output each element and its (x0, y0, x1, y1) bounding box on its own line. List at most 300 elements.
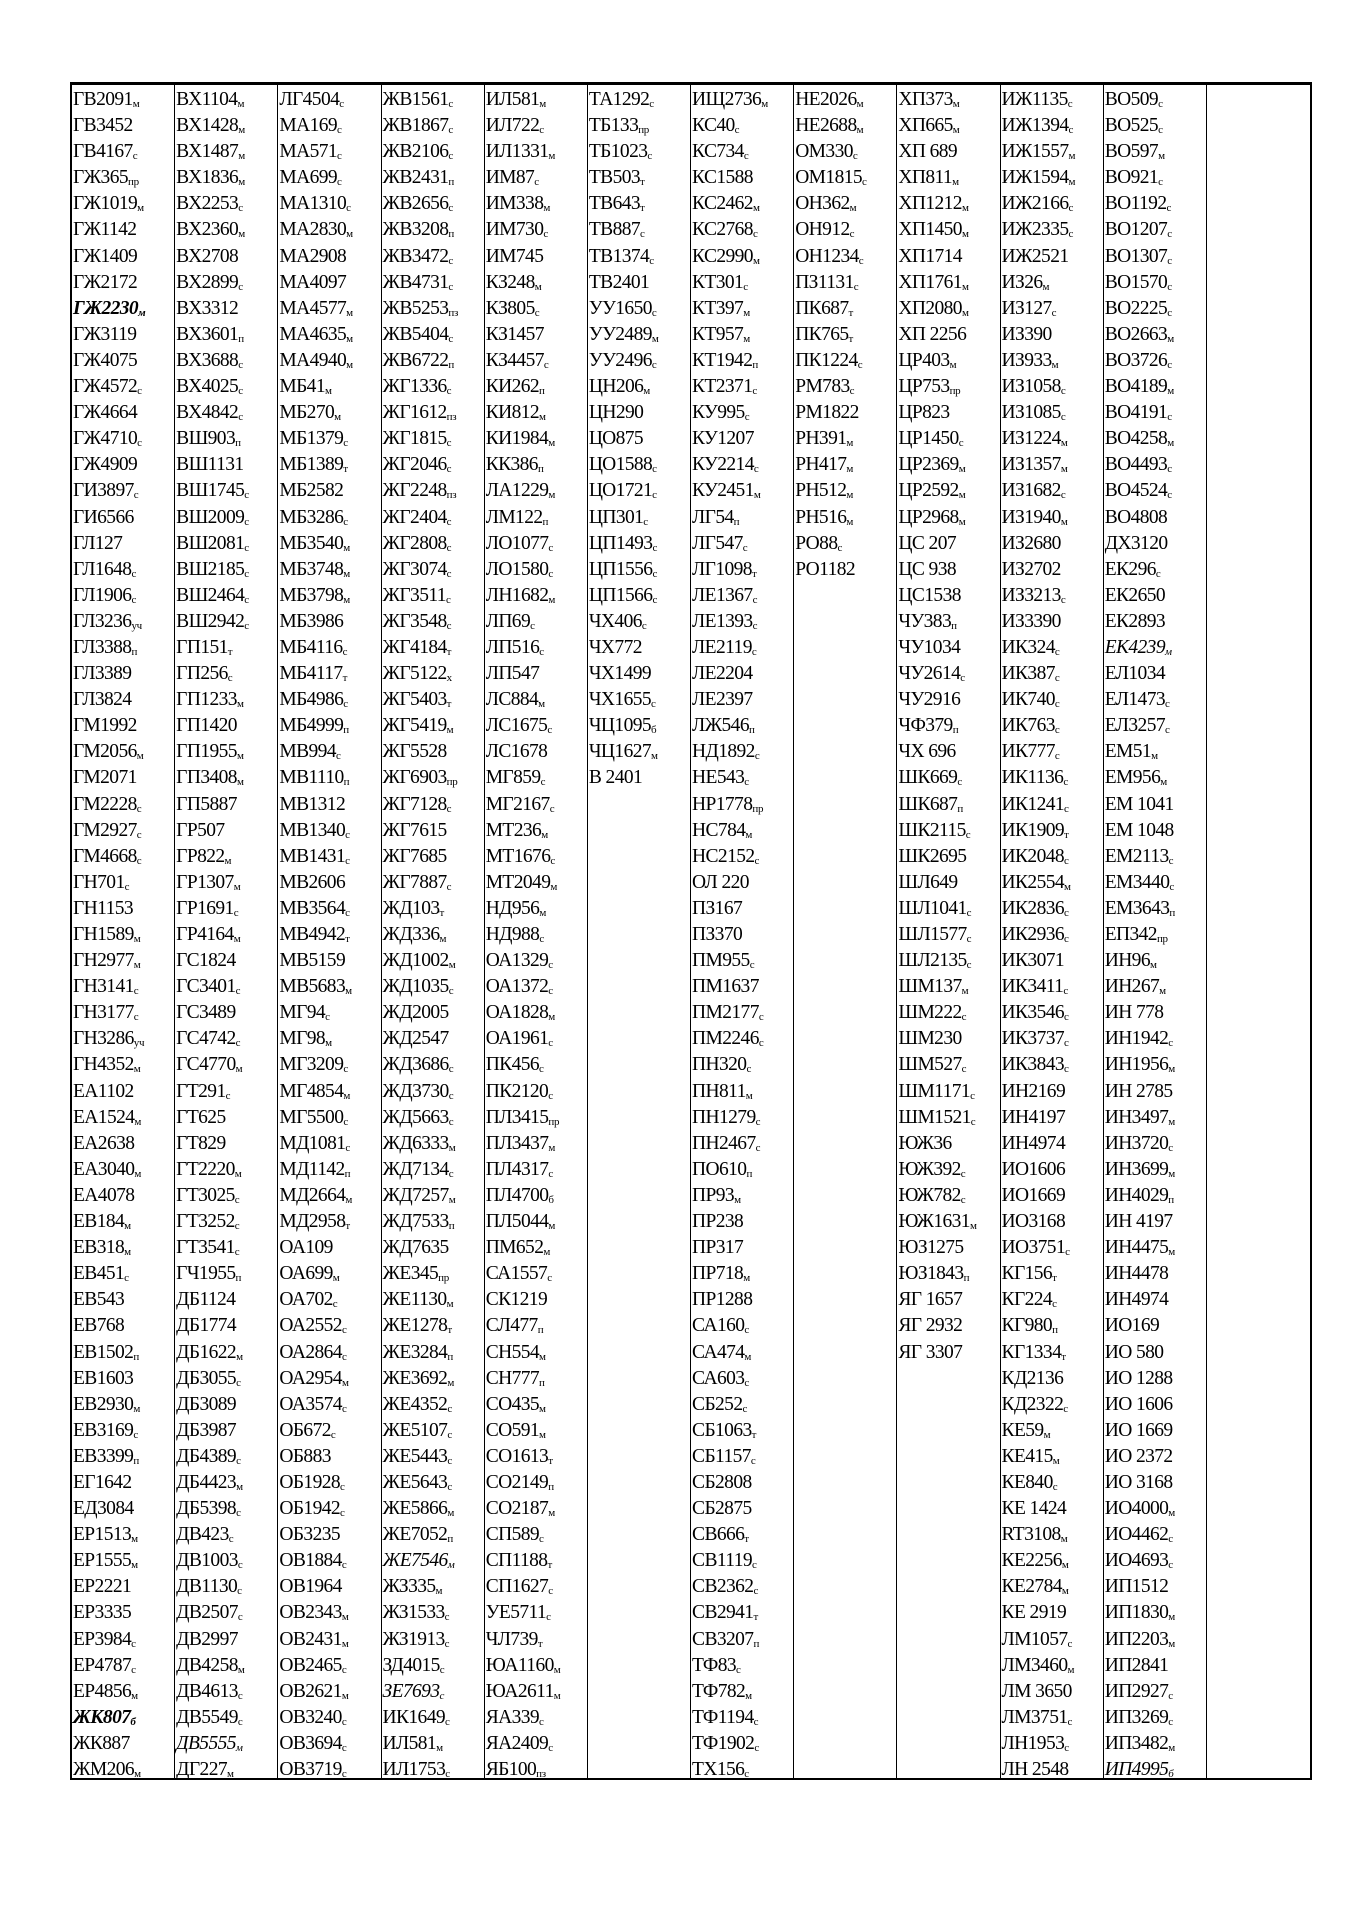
cell-code: ГЖ365 (73, 167, 128, 189)
table-cell (278, 270, 380, 296)
table-cell (485, 374, 587, 400)
cell-suffix: с (133, 489, 139, 502)
table-cell (691, 348, 793, 374)
cell-suffix: б (548, 1193, 554, 1206)
cell-code: ЯГ 3307 (898, 1341, 963, 1363)
table-cell (485, 1209, 587, 1235)
cell-code: ГН701 (73, 871, 125, 893)
cell-code: КЕ2256 (1001, 1550, 1062, 1572)
table-cell (72, 922, 174, 948)
cell-suffix: с (753, 1715, 759, 1728)
table-cell (72, 1627, 174, 1653)
table-cell (1104, 1287, 1206, 1313)
cell-code: ЕВ2930 (73, 1393, 134, 1415)
cell-suffix: п (448, 1220, 455, 1233)
cell-suffix: с (758, 1011, 764, 1024)
table-cell (1104, 217, 1206, 243)
table-cell (691, 818, 793, 844)
table-cell (382, 452, 484, 478)
table-cell (897, 1287, 999, 1313)
cell-code: ВО3726 (1104, 349, 1168, 371)
table-cell (175, 1679, 277, 1705)
cell-code: ПК687 (795, 297, 849, 319)
cell-suffix: с (758, 1037, 764, 1050)
cell-suffix: с (853, 280, 859, 293)
cell-code: МГ98 (279, 1028, 326, 1050)
cell-suffix: м (435, 1585, 443, 1598)
table-cell (382, 635, 484, 661)
table-cell (175, 270, 277, 296)
table-cell (1001, 1366, 1103, 1392)
table-cell (175, 661, 277, 687)
cell-code: ТФ1194 (692, 1706, 754, 1728)
cell-code: ЖЕ3692 (382, 1367, 448, 1389)
cell-code: ГП256 (176, 663, 228, 685)
cell-code: МВ1431 (279, 845, 346, 867)
cell-suffix: с (448, 1115, 454, 1128)
cell-code: ИЗ127 (1001, 297, 1052, 319)
table-cell (175, 191, 277, 217)
table-cell (1001, 87, 1103, 113)
cell-code: ВХ3312 (176, 297, 239, 319)
table-cell (1104, 139, 1206, 165)
cell-code: ЖД2547 (382, 1028, 449, 1050)
cell-suffix: с (131, 567, 137, 580)
cell-suffix: с (970, 1115, 976, 1128)
cell-suffix: с (752, 228, 758, 241)
cell-suffix: м (1061, 1585, 1069, 1598)
table-cell (72, 713, 174, 739)
cell-suffix: м (345, 985, 352, 998)
cell-code: ПН1279 (692, 1106, 756, 1128)
table-cell (1104, 1731, 1206, 1757)
cell-suffix: с (238, 358, 243, 371)
table-cell (382, 557, 484, 583)
table-cell (72, 139, 174, 165)
cell-suffix: м (134, 1768, 141, 1780)
table-cell (485, 1600, 587, 1626)
table-cell (794, 505, 896, 531)
table-cell (278, 87, 380, 113)
table-cell (72, 1653, 174, 1679)
table-cell (382, 1679, 484, 1705)
cell-code: МА4635 (279, 323, 347, 345)
cell-code: ЯА2409 (485, 1732, 549, 1754)
cell-code: ОА702 (279, 1289, 333, 1311)
table-cell (278, 1705, 380, 1731)
cell-suffix: с (1167, 358, 1172, 371)
table-cell (897, 661, 999, 687)
table-cell (382, 844, 484, 870)
table-cell (278, 1444, 380, 1470)
cell-code: ЕК4239 (1104, 636, 1165, 658)
cell-code: МБ1389 (279, 454, 344, 476)
cell-suffix: с (852, 150, 858, 163)
cell-code: ДВ4613 (176, 1680, 238, 1702)
table-cell (588, 426, 690, 452)
cell-suffix: с (1054, 698, 1060, 711)
table-cell (691, 1627, 793, 1653)
table-cell (1104, 270, 1206, 296)
table-cell (1001, 1261, 1103, 1287)
cell-suffix: с (225, 1089, 231, 1102)
cell-suffix: м (439, 933, 447, 945)
cell-suffix: с (342, 645, 348, 658)
table-cell (1104, 244, 1206, 270)
table-cell (1104, 1157, 1206, 1183)
cell-code: ИК2048 (1001, 845, 1065, 867)
cell-suffix: б (130, 1715, 136, 1728)
cell-suffix: м (227, 1768, 234, 1780)
cell-suffix: м (131, 1559, 138, 1572)
table-cell (897, 1340, 999, 1366)
cell-code: ИП2841 (1104, 1654, 1169, 1676)
cell-code: ЖЕ5866 (382, 1498, 448, 1520)
table-cell (1001, 1731, 1103, 1757)
cell-suffix: с (1052, 1298, 1057, 1311)
table-cell (382, 1079, 484, 1105)
table-cell (691, 191, 793, 217)
cell-suffix: с (548, 1037, 553, 1050)
cell-code: ПЗ1131 (795, 271, 854, 293)
cell-code: ВО1207 (1104, 219, 1168, 241)
cell-code: ОВ3240 (279, 1706, 342, 1728)
cell-code: ГВ4167 (73, 141, 133, 163)
cell-suffix: м (548, 437, 555, 450)
cell-code: ИК777 (1001, 741, 1055, 763)
table-cell (278, 844, 380, 870)
cell-code: ПР718 (692, 1263, 744, 1285)
table-cell (382, 1600, 484, 1626)
cell-suffix: м (134, 1115, 142, 1128)
table-cell (897, 713, 999, 739)
cell-code: ГЖ4075 (73, 349, 138, 371)
table-cell (1001, 661, 1103, 687)
cell-suffix: с (752, 1559, 757, 1572)
table-cell (1001, 1548, 1103, 1574)
cell-code: ПР93 (692, 1184, 735, 1206)
cell-code: ИН4475 (1104, 1237, 1169, 1259)
cell-code: ГР4164 (176, 924, 234, 945)
table-cell (72, 296, 174, 322)
cell-code: СВ666 (692, 1524, 745, 1546)
table-cell (1104, 896, 1206, 922)
cell-suffix: т (753, 1611, 758, 1624)
cell-code: МБ3540 (279, 532, 344, 554)
table-cell (485, 1392, 587, 1418)
cell-code: ГТ3252 (176, 1211, 235, 1233)
cell-code: ЖЗ335 (382, 1576, 436, 1598)
table-cell (897, 296, 999, 322)
table-cell (278, 661, 380, 687)
cell-code: ЯА339 (485, 1706, 540, 1728)
cell-suffix: с (448, 1063, 454, 1076)
table-cell (72, 1000, 174, 1026)
cell-suffix: м (133, 1402, 140, 1415)
table-cell (1001, 1052, 1103, 1078)
cell-suffix: с (136, 828, 142, 841)
table-cell (382, 870, 484, 896)
table-cell (1001, 1340, 1103, 1366)
cell-suffix: с (550, 854, 555, 867)
table-cell (72, 1157, 174, 1183)
table-cell (382, 1157, 484, 1183)
table-cell (691, 87, 793, 113)
table-cell (175, 1444, 277, 1470)
table-cell (1104, 792, 1206, 818)
cell-suffix: с (753, 463, 759, 476)
cell-code: НР1778 (692, 793, 753, 815)
table-cell (72, 948, 174, 974)
table-cell (1104, 1574, 1206, 1600)
table-cell (485, 1313, 587, 1339)
cell-code: ИЖ2521 (1001, 245, 1069, 267)
cell-code: ЕМ956 (1104, 767, 1161, 789)
cell-suffix: м (132, 98, 140, 110)
cell-suffix: с (548, 567, 553, 580)
table-cell (382, 713, 484, 739)
table-column (485, 85, 588, 1778)
cell-code: ЕВ451 (73, 1263, 125, 1285)
cell-code: ПМ2246 (692, 1028, 759, 1050)
cell-suffix: м (325, 1037, 332, 1050)
table-cell (588, 478, 690, 504)
table-cell (485, 348, 587, 374)
table-cell (382, 296, 484, 322)
cell-suffix: п (238, 332, 244, 345)
cell-code: ОМ1815 (795, 167, 863, 189)
cell-code: СО1613 (485, 1445, 549, 1467)
table-cell (897, 400, 999, 426)
cell-code: ЧЦ1095 (588, 715, 652, 737)
cell-code: ЖЗ1533 (382, 1602, 445, 1624)
cell-suffix: с (744, 411, 750, 424)
cell-suffix: м (1158, 150, 1165, 163)
cell-code: ИК3071 (1001, 950, 1065, 972)
table-cell (1104, 765, 1206, 791)
cell-code: ИН4974 (1104, 1289, 1169, 1311)
table-cell (485, 844, 587, 870)
cell-code: МВ1312 (279, 793, 346, 815)
table-cell (382, 400, 484, 426)
cell-code: ТВ643 (588, 193, 641, 215)
table-cell (1104, 374, 1206, 400)
table-cell (278, 1105, 380, 1131)
cell-code: МБ3986 (279, 610, 344, 632)
cell-code: ДБ4423 (176, 1471, 237, 1493)
cell-suffix: с (237, 1611, 243, 1624)
table-cell (485, 870, 587, 896)
cell-suffix: с (1167, 411, 1172, 424)
cell-code: МБ4999 (279, 715, 344, 737)
table-cell (691, 557, 793, 583)
cell-code: ГС4770 (176, 1054, 236, 1076)
cell-suffix: с (343, 698, 348, 711)
cell-suffix: с (1068, 228, 1074, 241)
cell-code: ЕА1524 (73, 1106, 135, 1128)
table-cell (485, 1079, 587, 1105)
cell-suffix: с (236, 1454, 241, 1467)
cell-code: ЦР2592 (898, 480, 959, 502)
table-cell (794, 478, 896, 504)
cell-code: ЖГ1336 (382, 376, 447, 398)
cell-suffix: м (539, 906, 546, 919)
cell-code: ЕВ768 (73, 1315, 125, 1337)
cell-suffix: м (952, 98, 960, 110)
table-cell (794, 400, 896, 426)
table-cell (897, 478, 999, 504)
table-cell (1001, 1574, 1103, 1600)
table-cell (382, 1000, 484, 1026)
cell-suffix: п (133, 1454, 139, 1467)
cell-suffix: м (1060, 515, 1068, 528)
cell-code: ЦП1556 (588, 558, 653, 580)
cell-code: КЗ248 (485, 271, 535, 293)
cell-suffix: с (1051, 306, 1057, 319)
table-cell (794, 217, 896, 243)
cell-code: ВХ2360 (176, 219, 239, 241)
table-cell (691, 1600, 793, 1626)
table-cell (897, 687, 999, 713)
cell-code: НД1892 (692, 741, 755, 763)
cell-code: ДХ3120 (1104, 532, 1168, 554)
cell-code: ЧЦ1627 (588, 741, 652, 763)
cell-suffix: с (957, 776, 962, 789)
cell-code: ЖГ1612 (382, 402, 447, 424)
cell-code: ЖД7257 (382, 1184, 449, 1206)
cell-code: КС2768 (692, 219, 753, 241)
cell-code: ИК1241 (1001, 793, 1065, 815)
cell-code: КУ2451 (692, 480, 754, 502)
cell-code: ВХ1104 (176, 89, 238, 110)
cell-code: ЖГ1815 (382, 428, 447, 450)
cell-code: ШЛ649 (898, 871, 958, 893)
cell-code: ЧУ2916 (898, 689, 961, 711)
cell-code: ГВ2091 (73, 89, 133, 110)
cell-suffix: м (236, 750, 244, 763)
cell-suffix: с (652, 489, 657, 502)
cell-suffix: пр (446, 776, 458, 789)
cell-code: ШК2695 (898, 845, 967, 867)
cell-code: ДГ227 (176, 1759, 227, 1780)
cell-suffix: с (238, 202, 243, 215)
table-cell (485, 139, 587, 165)
cell-suffix: т (439, 906, 445, 919)
table-cell (794, 296, 896, 322)
table-cell (175, 1000, 277, 1026)
table-cell (278, 1209, 380, 1235)
table-cell (691, 1287, 793, 1313)
table-cell (382, 1574, 484, 1600)
cell-suffix: с (137, 437, 142, 450)
cell-suffix: с (340, 1480, 345, 1493)
cell-suffix: с (448, 150, 453, 163)
cell-code: ДВ423 (176, 1524, 229, 1546)
table-cell (278, 1392, 380, 1418)
cell-suffix: с (446, 802, 452, 815)
table-cell (691, 609, 793, 635)
cell-suffix: с (744, 776, 749, 789)
table-cell (1104, 478, 1206, 504)
cell-code: ЖВ3472 (382, 245, 449, 267)
cell-suffix: с (133, 1011, 139, 1024)
cell-suffix: п (752, 358, 758, 371)
cell-code: ОВ1884 (279, 1550, 342, 1572)
cell-suffix: с (444, 1611, 450, 1624)
cell-code: ГЖ1409 (73, 245, 138, 267)
cell-code: МТ2049 (485, 871, 551, 893)
cell-code: ОМ330 (795, 141, 853, 163)
cell-code: ОВ2343 (279, 1602, 342, 1624)
cell-suffix: с (343, 1063, 348, 1076)
cell-suffix: с (343, 1115, 348, 1128)
cell-suffix: с (1064, 906, 1069, 919)
table-cell (485, 1340, 587, 1366)
cell-code: ГМ4668 (73, 845, 137, 867)
table-cell (175, 1105, 277, 1131)
cell-code: МТ236 (485, 819, 542, 841)
table-cell (691, 1757, 793, 1783)
cell-code: ЛМ1057 (1001, 1628, 1068, 1650)
table-cell (175, 870, 277, 896)
cell-suffix: с (337, 124, 342, 137)
cell-code: ИП3482 (1104, 1732, 1169, 1754)
table-cell (72, 1340, 174, 1366)
cell-suffix: м (734, 1193, 741, 1206)
cell-code: СА474 (692, 1341, 745, 1363)
cell-code: ИК3546 (1001, 1002, 1065, 1024)
table-cell (691, 1026, 793, 1052)
cell-code: ШМ1171 (898, 1080, 971, 1102)
cell-suffix: с (446, 437, 452, 450)
cell-suffix: с (539, 1715, 544, 1728)
cell-code: ГР1691 (176, 897, 234, 919)
cell-code: ИЗ2702 (1001, 558, 1061, 580)
cell-code: ТВ887 (588, 219, 641, 241)
cell-suffix: м (1168, 1246, 1175, 1259)
cell-code: ГЖ1019 (73, 193, 138, 215)
table-cell (691, 374, 793, 400)
table-cell (1104, 1548, 1206, 1574)
table-cell (485, 87, 587, 113)
cell-code: ВО2225 (1104, 297, 1168, 319)
table-cell (1104, 296, 1206, 322)
cell-code: ГЧ1955 (176, 1263, 236, 1285)
table-cell (691, 1131, 793, 1157)
cell-suffix: с (447, 1402, 452, 1415)
table-cell (72, 1731, 174, 1757)
table-cell (382, 1209, 484, 1235)
table-cell (1001, 217, 1103, 243)
table-cell (1001, 1183, 1103, 1209)
cell-code: ЕД3084 (73, 1498, 134, 1520)
cell-code: ДБ3987 (176, 1419, 237, 1441)
cell-suffix: с (543, 358, 549, 371)
cell-suffix: х (446, 672, 452, 685)
table-cell (897, 583, 999, 609)
cell-suffix: м (541, 828, 548, 841)
cell-suffix: с (447, 1480, 452, 1493)
table-cell (175, 217, 277, 243)
cell-suffix: с (548, 1585, 553, 1598)
cell-suffix: м (538, 698, 545, 711)
cell-suffix: с (837, 541, 843, 554)
table-cell (72, 113, 174, 139)
cell-code: ВО4191 (1104, 402, 1168, 424)
cell-code: ИП1830 (1104, 1602, 1169, 1624)
cell-suffix: м (235, 1063, 243, 1076)
cell-suffix: с (1054, 672, 1060, 685)
